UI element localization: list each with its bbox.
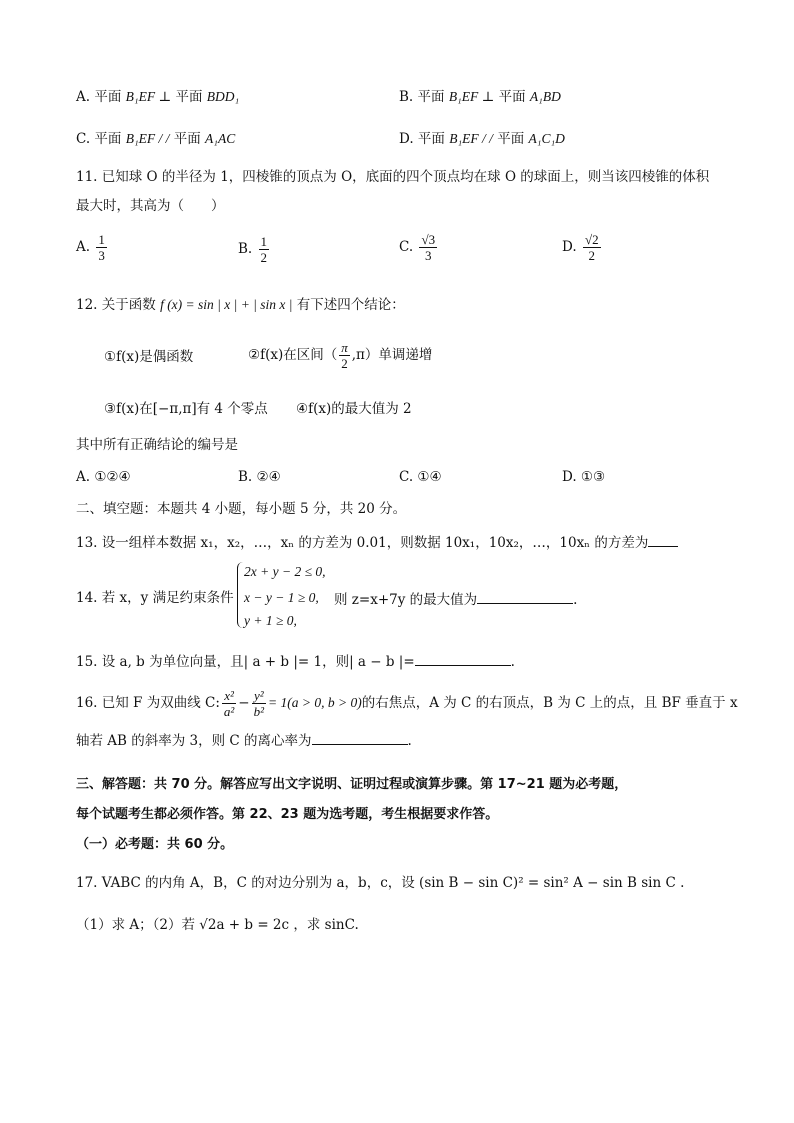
q12-conclusion-2 [248,340,432,371]
answer-blank[interactable] [477,589,573,604]
q12-conclusion-4: ④f(x)的最大值为 2 [296,401,412,417]
q17-line2: （1）求 A；（2）若 √2a + b = 2c ，求 sinC. [76,917,359,933]
q11-option-a [76,232,109,263]
question-text: 则 z=x+7y 的最大值为 [334,592,478,608]
question-text: 的右焦点，A 为 C 的右顶点，B 为 C 上的点，且 BF 垂直于 x [361,695,738,711]
option-label: B. 平面 [399,89,445,105]
q16-line2 [76,730,412,750]
denominator: 2 [588,248,595,263]
numerator: y² [253,688,264,703]
q14-pre: 14. 若 x，y 满足约束条件 [76,590,234,606]
section-2-heading: 二、填空题：本题共 4 小题，每小题 5 分，共 20 分。 [76,501,407,517]
option-text: 平面 [175,89,203,105]
q10-option-c [76,130,235,148]
q14-constraint-1: 2x + y − 2 ≤ 0, [244,564,326,579]
fraction [259,234,270,265]
fraction [583,232,601,263]
option-text: 平面 [173,131,201,147]
answer-blank[interactable] [415,651,511,666]
option-label: B. [238,241,253,257]
period: . [407,733,412,749]
q10-option-b [399,88,561,106]
question-text: 15. 设 a, b 为单位向量，且| a + b |= 1，则| a − b |= [76,654,415,670]
numerator: x² [224,688,234,703]
fraction [222,688,236,719]
q14-constraint-3: y + 1 ≥ 0, [244,613,297,628]
math-expression: A₁AC [205,131,236,146]
q14-post [334,589,577,609]
denominator: 3 [98,248,105,263]
math-expression: BDD₁ [206,89,240,104]
q10-option-a [76,88,239,106]
numerator: √3 [421,232,436,247]
q11-stem-line1: 11. 已知球 O 的半径为 1，四棱锥的顶点为 O，底面的四个顶点均在球 O 的球面上，则当该四棱锥的体积 [76,169,710,185]
q12-option-a: A. ①②④ [76,469,131,485]
math-expression: f (x) = sin | x | + | sin x | [160,297,293,312]
answer-blank[interactable] [648,532,678,547]
fraction [96,232,107,263]
answer-blank[interactable] [312,730,408,745]
question-text: 13. 设一组样本数据 x₁，x₂，…，xₙ 的方差为 0.01，则数据 10x₁，10x₂，…，10xₙ 的方差为 [76,535,649,551]
q16-line1 [76,688,738,719]
option-label: D. 平面 [399,131,445,147]
math-expression: = 1(a > 0, b > 0) [268,695,362,710]
q11-option-b [238,234,271,265]
denominator: 3 [425,248,432,263]
option-label: C. 平面 [76,131,122,147]
section-3-heading-line1: 三、解答题：共 70 分。解答应写出文字说明、证明过程或演算步骤。第 17~21 题为必考题， [76,777,628,792]
denominator: 2 [260,250,268,265]
fraction [419,232,437,263]
q12-option-b: B. ②④ [238,469,281,485]
option-text: 平面 [498,89,526,105]
math-expression: B₁EF ⊥ [448,89,495,104]
q12-option-d: D. ①③ [562,469,606,485]
math-expression: B₁EF / / [449,131,493,146]
period: . [573,592,578,608]
math-expression: A₁BD [529,89,561,104]
fraction [252,688,266,719]
fraction [339,340,350,371]
q12-ask: 其中所有正确结论的编号是 [76,437,238,453]
q11-stem-line2: 最大时，其高为（ ） [76,198,225,214]
q12-conclusion-3: ③f(x)在[−π,π]有 4 个零点 [104,401,268,417]
denominator: a² [223,704,235,719]
section-3-subheading: （一）必考题：共 60 分。 [76,837,234,852]
q11-option-d [562,232,603,263]
stem-text: 有下述四个结论： [296,297,405,313]
q12-option-c: C. ①④ [399,469,442,485]
q12-stem [76,296,405,314]
math-expression: B₁EF ⊥ [125,89,172,104]
denominator: b² [253,704,265,719]
denominator: 2 [341,356,348,371]
q17-line1: 17. VABC 的内角 A，B，C 的对边分别为 a，b，c，设 (sin B − sin C)² = sin² A − sin B sin C . [76,875,685,891]
option-text: 平面 [497,131,525,147]
conclusion-text: ,π）单调递增 [351,347,433,363]
math-expression: B₁EF / / [125,131,170,146]
numerator: √2 [584,232,599,247]
q12-conclusion-1: ①f(x)是偶函数 [104,349,194,365]
option-label: A. 平面 [76,89,122,105]
question-text: 轴若 AB 的斜率为 3，则 C 的离心率为 [76,733,312,749]
option-label: C. [399,239,414,255]
numerator: π [341,340,348,355]
section-3-heading-line2: 每个试题考生都必须作答。第 22、23 题为选考题，考生根据要求作答。 [76,807,499,822]
period: . [510,654,515,670]
option-label: A. [76,239,91,255]
operator: − [238,695,250,711]
stem-text: 12. 关于函数 [76,297,156,313]
numerator: 1 [98,232,105,247]
q15 [76,651,515,671]
system-brace [237,562,244,628]
q13 [76,532,678,552]
q11-option-c [399,232,439,263]
numerator: 1 [260,234,268,249]
q14-constraint-2: x − y − 1 ≥ 0, [244,590,319,605]
q10-option-d [399,130,565,148]
math-expression: A₁C₁D [528,131,565,146]
question-text: 16. 已知 F 为双曲线 C: [76,695,220,711]
conclusion-text: ②f(x)在区间（ [248,347,338,363]
option-label: D. [562,239,577,255]
